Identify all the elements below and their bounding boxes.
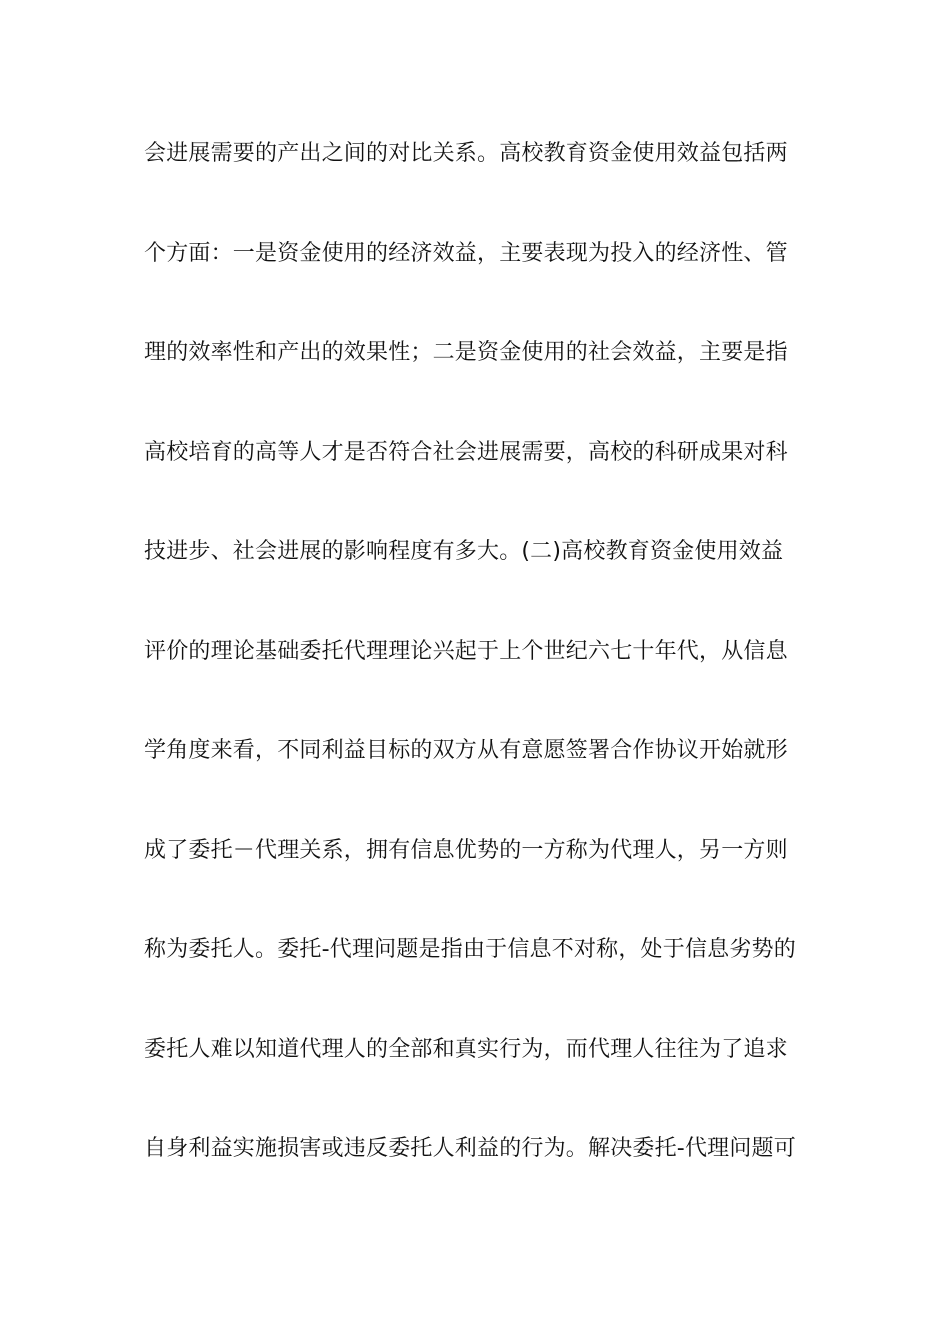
text-line: 技进步、社会进展的影响程度有多大。(二)高校教育资金使用效益 — [144, 539, 784, 564]
text-line: 评价的理论基础委托代理理论兴起于上个世纪六七十年代，从信息 — [144, 638, 788, 664]
text-line: 称为委托人。委托-代理问题是指由于信息不对称，处于信息劣势的 — [144, 937, 796, 962]
text-line: 学角度来看，不同利益目标的双方从有意愿签署合作协议开始就形 — [144, 738, 788, 763]
text-line: 会进展需要的产出之间的对比关系。高校教育资金使用效益包括两 — [144, 141, 788, 166]
text-line: 个方面：一是资金使用的经济效益，主要表现为投入的经济性、管 — [144, 240, 788, 266]
body-paragraph — [144, 130, 814, 1225]
text-line: 委托人难以知道代理人的全部和真实行为，而代理人往往为了追求 — [144, 1036, 788, 1062]
text-line: 理的效率性和产出的效果性；二是资金使用的社会效益，主要是指 — [144, 340, 788, 365]
text-line: 成了委托－代理关系，拥有信息优势的一方称为代理人，另一方则 — [144, 837, 788, 863]
text-line: 高校培育的高等人才是否符合社会进展需要，高校的科研成果对科 — [144, 439, 788, 465]
text-line: 自身利益实施损害或违反委托人利益的行为。解决委托-代理问题可 — [144, 1136, 796, 1161]
